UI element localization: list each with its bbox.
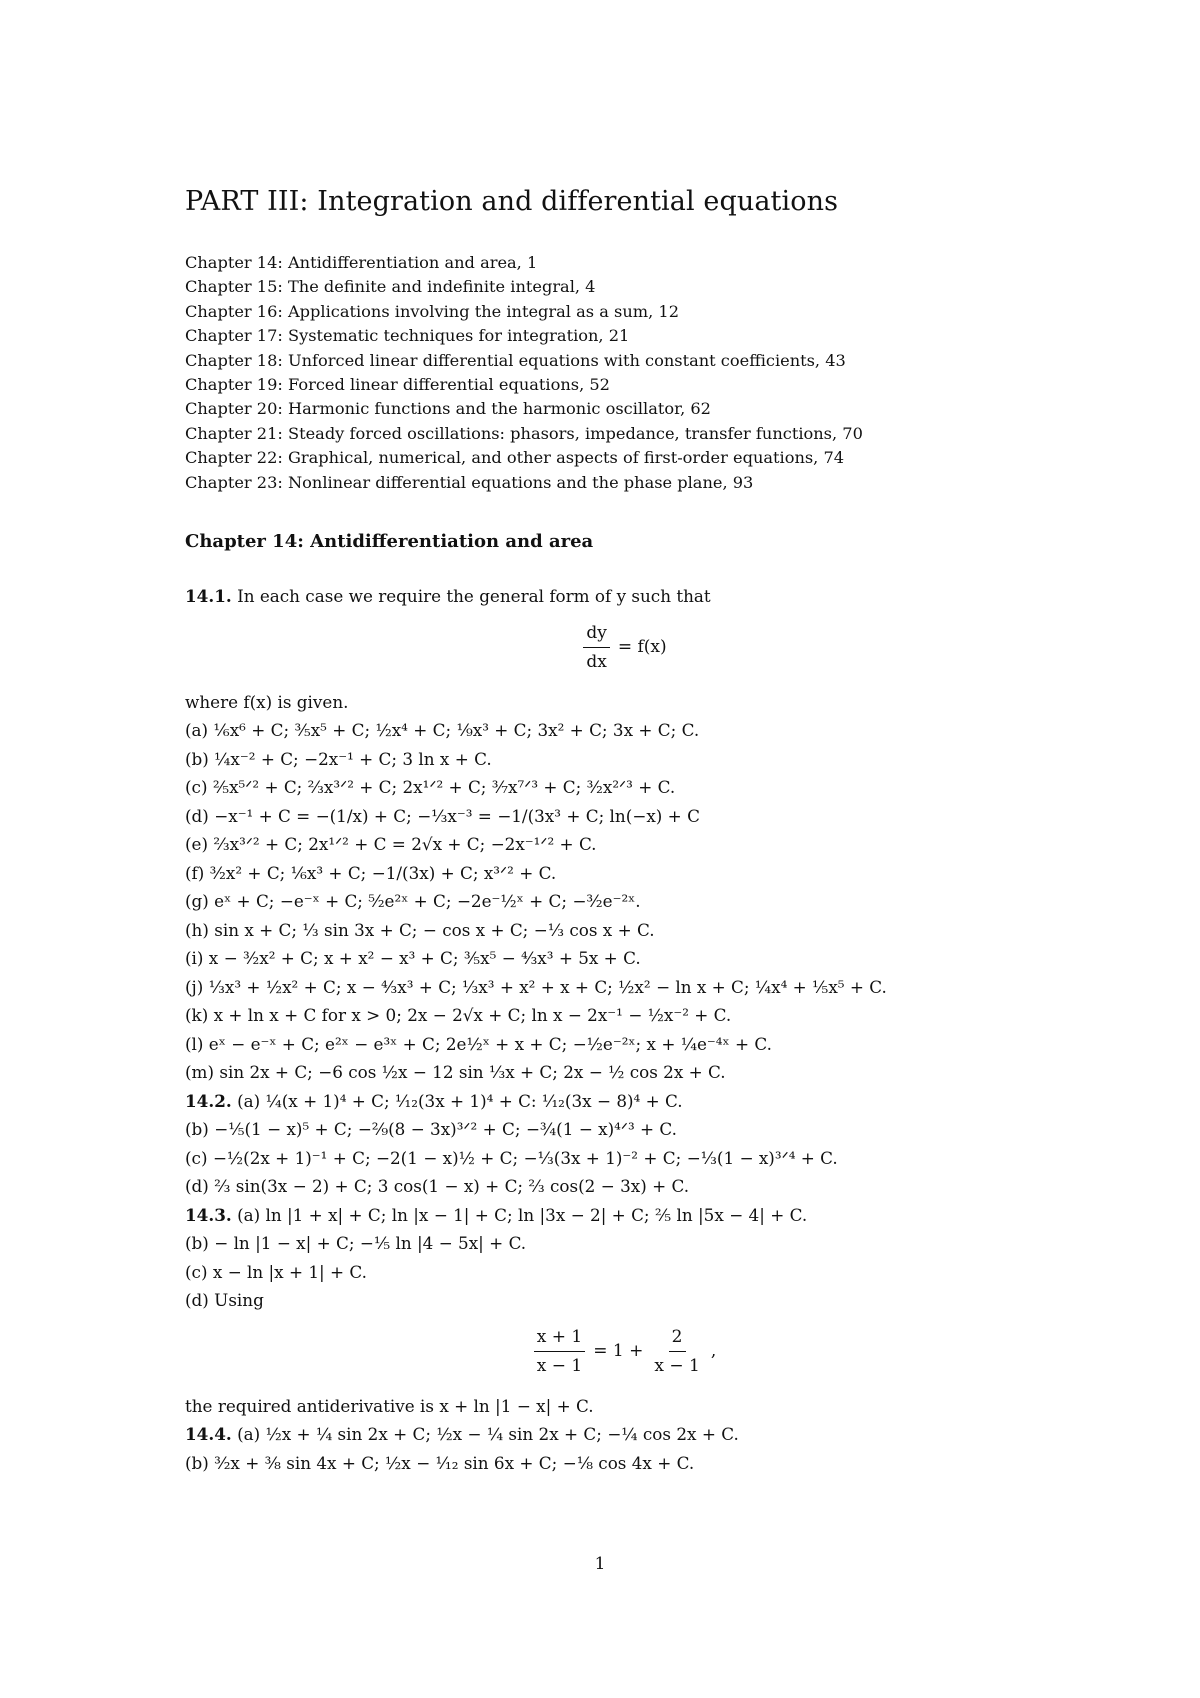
page-number: 1 xyxy=(594,1554,606,1574)
numerator: 2 xyxy=(669,1325,686,1352)
problem-label: 14.2. xyxy=(185,1090,232,1111)
toc-entry: Chapter 21: Steady forced oscillations: phasors, impedance, transfer functions, 70 xyxy=(185,423,863,443)
answer-line: (j) ⅓x³ + ½x² + C; x − ⁴⁄₃x³ + C; ⅓x³ + x² + x + C; ½x² − ln x + C; ¼x⁴ + ⅕x⁵ + C. xyxy=(185,976,887,997)
answer-line: (f) ³⁄₂x² + C; ⅙x³ + C; −1/(3x) + C; x³ᐟ² + C. xyxy=(185,862,557,883)
answer-line: (m) sin 2x + C; −6 cos ½x − 12 sin ⅓x + C; 2x − ½ cos 2x + C. xyxy=(185,1062,726,1083)
equation-punctuation: , xyxy=(710,1341,717,1362)
answer-line: (e) ⅔x³ᐟ² + C; 2x¹ᐟ² + C = 2√x + C; −2x⁻¹ᐟ² + C. xyxy=(185,834,597,855)
problem-label: 14.4. xyxy=(185,1424,232,1445)
display-equation xyxy=(185,621,1065,674)
toc-entry: Chapter 23: Nonlinear differential equations and the phase plane, 93 xyxy=(185,472,754,492)
problem-text: In each case we require the general form of y such that xyxy=(237,586,711,607)
toc-entry: Chapter 15: The definite and indefinite integral, 4 xyxy=(185,277,596,297)
answer-text: (a) ¼(x + 1)⁴ + C; ¹⁄₁₂(3x + 1)⁴ + C: ¹⁄₁₂(3x − 8)⁴ + C. xyxy=(237,1090,683,1111)
answer-line: (h) sin x + C; ⅓ sin 3x + C; − cos x + C; −⅓ cos x + C. xyxy=(185,919,655,940)
numerator: x + 1 xyxy=(534,1325,585,1352)
answer-text: (a) ln |1 + x| + C; ln |x − 1| + C; ln |3x − 2| + C; ⅖ ln |5x − 4| + C. xyxy=(237,1204,808,1225)
fraction xyxy=(651,1325,702,1378)
equation-operator: = 1 + xyxy=(593,1341,644,1362)
answer-line: (c) −½(2x + 1)⁻¹ + C; −2(1 − x)½ + C; −⅓(3x + 1)⁻² + C; −⅓(1 − x)³ᐟ⁴ + C. xyxy=(185,1147,838,1168)
answer-line: (k) x + ln x + C for x > 0; 2x − 2√x + C; ln x − 2x⁻¹ − ½x⁻² + C. xyxy=(185,1005,732,1026)
problem-label: 14.3. xyxy=(185,1204,232,1225)
answer-line: the required antiderivative is x + ln |1 − x| + C. xyxy=(185,1395,594,1416)
toc-entry: Chapter 14: Antidifferentiation and area, 1 xyxy=(185,253,538,272)
answer-line: (d) −x⁻¹ + C = −(1/x) + C; −⅓x⁻³ = −1/(3x³ + C; ln(−x) + C xyxy=(185,805,700,826)
document-page xyxy=(185,186,1065,1477)
problem-14-4 xyxy=(185,1420,1065,1449)
display-equation xyxy=(185,1325,1065,1378)
answer-line: (b) − ln |1 − x| + C; −⅕ ln |4 − 5x| + C. xyxy=(185,1233,527,1254)
toc-entry: Chapter 17: Systematic techniques for integration, 21 xyxy=(185,326,630,346)
answer-line: (l) eˣ − e⁻ˣ + C; e²ˣ − e³ˣ + C; 2e½ˣ + x + C; −½e⁻²ˣ; x + ¼e⁻⁴ˣ + C. xyxy=(185,1033,772,1054)
toc-entry: Chapter 20: Harmonic functions and the harmonic oscillator, 62 xyxy=(185,399,711,419)
toc-entry: Chapter 16: Applications involving the integral as a sum, 12 xyxy=(185,301,679,321)
equation-rhs: = f(x) xyxy=(617,637,667,658)
answer-line: (a) ⅙x⁶ + C; ³⁄₅x⁵ + C; ½x⁴ + C; ⅑x³ + C; 3x² + C; 3x + C; C. xyxy=(185,720,700,741)
answer-line: (d) ⅔ sin(3x − 2) + C; 3 cos(1 − x) + C; ⅔ cos(2 − 3x) + C. xyxy=(185,1176,690,1197)
toc-entry: Chapter 19: Forced linear differential equations, 52 xyxy=(185,375,610,395)
answer-line: (i) x − ³⁄₂x² + C; x + x² − x³ + C; ³⁄₅x⁵ − ⁴⁄₃x³ + 5x + C. xyxy=(185,948,641,969)
part-title: PART III: Integration and differential equations xyxy=(185,186,839,217)
answer-line: (c) x − ln |x + 1| + C. xyxy=(185,1261,368,1282)
answer-line: (b) ³⁄₂x + ⅜ sin 4x + C; ½x − ¹⁄₁₂ sin 6x + C; −⅛ cos 4x + C. xyxy=(185,1452,695,1473)
answer-line: (c) ²⁄₅x⁵ᐟ² + C; ⅔x³ᐟ² + C; 2x¹ᐟ² + C; ³⁄₇x⁷ᐟ³ + C; ³⁄₂x²ᐟ³ + C. xyxy=(185,777,676,798)
fraction xyxy=(534,1325,585,1378)
problem-label: 14.1. xyxy=(185,586,232,607)
denominator: x − 1 xyxy=(654,1355,700,1376)
denominator: x − 1 xyxy=(536,1355,583,1376)
denominator: dx xyxy=(586,651,607,672)
table-of-contents xyxy=(185,251,1065,495)
answer-line: (b) −⅕(1 − x)⁵ + C; −²⁄₉(8 − 3x)³ᐟ² + C; −¾(1 − x)⁴ᐟ³ + C. xyxy=(185,1119,677,1140)
answer-line: where f(x) is given. xyxy=(185,691,349,712)
answer-line: (g) eˣ + C; −e⁻ˣ + C; ⁵⁄₂e²ˣ + C; −2e⁻½ˣ + C; −³⁄₂e⁻²ˣ. xyxy=(185,891,641,912)
problem-14-2 xyxy=(185,1087,1065,1116)
fraction xyxy=(583,621,610,674)
numerator: dy xyxy=(583,621,610,648)
toc-entry: Chapter 22: Graphical, numerical, and other aspects of first-order equations, 74 xyxy=(185,448,845,468)
answer-text: (a) ½x + ¼ sin 2x + C; ½x − ¼ sin 2x + C; −¼ cos 2x + C. xyxy=(237,1424,739,1445)
answer-line: (d) Using xyxy=(185,1290,264,1311)
problem-14-3 xyxy=(185,1201,1065,1230)
chapter-title: Chapter 14: Antidifferentiation and area xyxy=(185,531,594,553)
answer-line: (b) ¼x⁻² + C; −2x⁻¹ + C; 3 ln x + C. xyxy=(185,748,492,769)
toc-entry: Chapter 18: Unforced linear differential equations with constant coefficients, 43 xyxy=(185,350,846,370)
problem-14-1-intro xyxy=(185,582,1065,611)
